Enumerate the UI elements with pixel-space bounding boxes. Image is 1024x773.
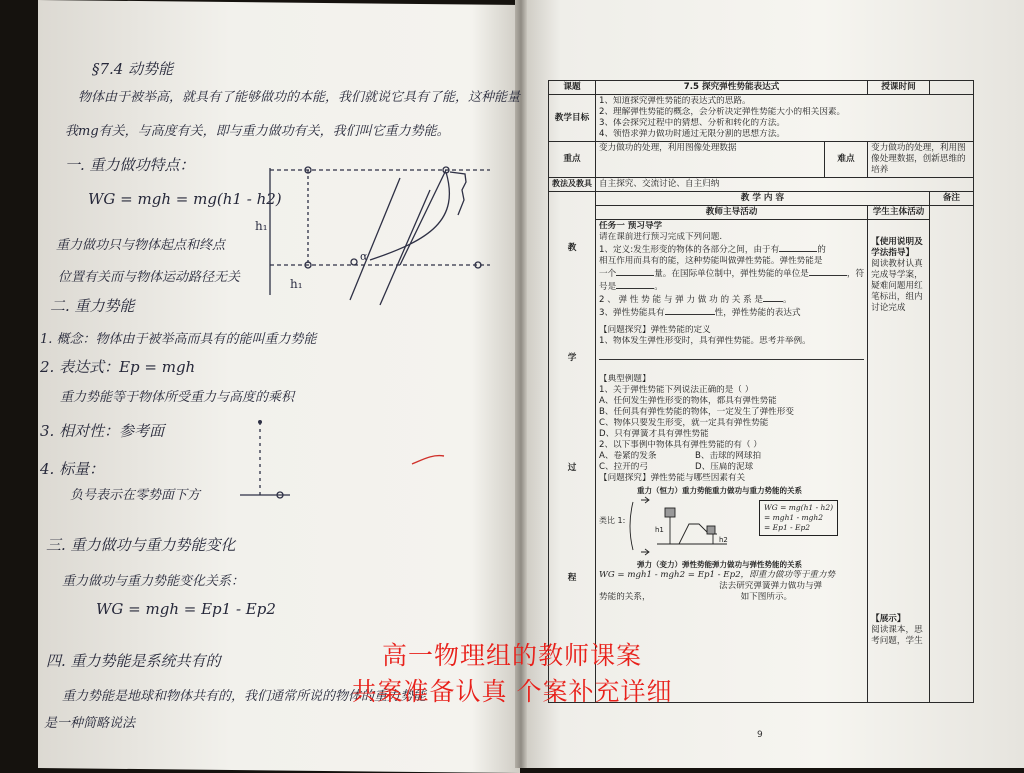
work-energy-box: WG = mg(h1 - h2) = mgh1 - mgh2 = Ep1 - Ep2	[759, 500, 838, 536]
note-line: 负号表示在零势面下方	[70, 488, 201, 503]
figure-diagram	[627, 496, 757, 558]
difficulty-label: 难点	[824, 142, 867, 178]
usage-text: 阅读教材认真完成导学案，疑难问题用红笔标出，组内讨论完成	[871, 259, 923, 313]
question-1-line: 1、定义:发生形变的物体的各部分之间，由于有 的	[599, 245, 826, 255]
question-3-line: 3、弹性势能具有 性，弹性势能的表达式	[599, 308, 801, 318]
reference-sketch	[230, 410, 310, 510]
answer-blank[interactable]	[665, 306, 715, 315]
note-line: 3. 相对性：参考面	[40, 422, 165, 440]
task-title: 任务一 预习导学	[599, 221, 663, 231]
show-text: 阅读课本，思考问题，学生	[871, 625, 923, 646]
question-1-line: 相互作用而具有的能，这种势能叫做弹性势能。弹性势能是	[599, 256, 823, 266]
sketch-label-h: h₁	[255, 219, 268, 233]
sketch-label-h1: h₁	[290, 277, 303, 291]
methods-label: 教法及教具	[549, 178, 596, 192]
process-label-char: 程	[567, 572, 577, 583]
topic-title: 7.5 探究弹性势能表达式	[596, 81, 868, 95]
note-line: 四. 重力势能是系统共有的	[46, 652, 221, 670]
analogy-label: 类比 1:	[599, 516, 626, 525]
caption-line-2: 共案准备认真 个案补充详细	[351, 677, 673, 706]
topic-label: 课题	[549, 81, 596, 95]
answer-blank[interactable]	[616, 267, 654, 276]
lesson-plan-table	[548, 80, 974, 703]
answer-blank[interactable]	[809, 267, 847, 276]
task-intro: 请在课前进行预习完成下列问题.	[599, 232, 723, 242]
final-text: 势能的关系， 如下图所示。	[599, 591, 793, 602]
height-sketch	[250, 160, 510, 310]
note-line: §7.4 动势能	[92, 60, 174, 78]
example-2-options: C、拉开的弓 D、压扁的泥球	[599, 462, 754, 472]
caption-line-1: 高一物理组的教师课案	[381, 641, 642, 670]
note-line: 我mg有关，与高度有关，即与重力做功有关，我们叫它重力势能。	[65, 124, 450, 139]
goal-item: 4、领悟求弹力做功时通过无限分割的思想方法。	[599, 129, 785, 139]
content-header: 教 学 内 容	[596, 192, 930, 206]
goal-item: 3、体会探究过程中的猜想、分析和转化的方法。	[599, 118, 785, 128]
answer-blank[interactable]	[763, 293, 783, 302]
probe2-title: 【问题探究】弹性势能与哪些因素有关	[599, 473, 746, 483]
process-label-char: 过	[567, 462, 577, 473]
figure-top-label: 重力（恒力）重力势能重力做功与重力势能的关系	[637, 486, 802, 495]
note-line: 重力做功只与物体起点和终点	[56, 238, 226, 253]
note-line: 2. 表达式：Ep = mgh	[40, 358, 196, 376]
note-line: 1. 概念：物体由于被举高而具有的能叫重力势能	[40, 332, 317, 347]
probe-title: 【问题探究】弹性势能的定义	[599, 325, 711, 335]
note-line: 二. 重力势能	[50, 297, 135, 315]
process-label-char: 学	[567, 352, 577, 363]
example-1-question: 1、关于弹性势能下列说法正确的是（ ）	[599, 385, 754, 395]
answer-blank[interactable]	[779, 243, 817, 252]
teacher-activity-content	[596, 220, 868, 703]
student-activity-content	[868, 220, 930, 703]
note-line: 重力势能是地球和物体共有的，我们通常所说的物体的重力势能	[62, 689, 427, 704]
final-text: 法去研究弹簧弹力做功与弹	[719, 580, 823, 591]
teacher-activity-header: 教师主导活动	[596, 206, 868, 220]
difficulty-text: 变力做功的处理，利用图像处理数据，创新思维的培养	[868, 142, 974, 178]
note-line: 三. 重力做功与重力势能变化	[46, 536, 236, 554]
question-1-line: 一个 量。在国际单位制中，弹性势能的单位是 ，符	[599, 269, 865, 279]
final-text: WG = mgh1 - mgh2 = Ep1 - Ep2，即重力做功等于重力势	[599, 569, 836, 580]
analogy-figure	[599, 486, 864, 558]
note-formula: WG = mgh = Ep1 - Ep2	[96, 600, 276, 618]
example-2-options: A、卷紧的发条 B、击球的网球拍	[599, 451, 762, 461]
red-pen-mark	[410, 450, 450, 470]
usage-title: 【使用说明及学法指导】	[871, 237, 923, 258]
examples-title: 【典型例题】	[599, 374, 651, 384]
answer-blank[interactable]	[616, 280, 654, 289]
question-2-line: 2 、 弹 性 势 能 与 弹 力 做 功 的 关 系 是 。	[599, 295, 792, 305]
note-line: 是一种简略说法	[44, 716, 136, 731]
note-line: 物体由于被举高，就具有了能够做功的本能，我们就说它具有了能，这种能量	[78, 90, 521, 105]
process-label-char: 教	[567, 242, 577, 253]
question-1-line: 号是 。	[599, 282, 663, 292]
student-activity-header: 学生主体活动	[868, 206, 930, 220]
process-column	[549, 192, 596, 703]
note-line: 一. 重力做功特点：	[65, 156, 195, 174]
key-point-label: 重点	[549, 142, 596, 178]
note-formula: WG = mgh = mg(h1 - h2)	[88, 190, 282, 208]
figure-bottom-label: 弹力（变力）弹性势能弹力做功与弹性势能的关系	[637, 560, 802, 569]
example-2-question: 2、以下事例中物体具有弹性势能的有（ ）	[599, 440, 762, 450]
goals-label: 教学目标	[549, 95, 596, 142]
goal-item: 2、理解弹性势能的概念，会分析决定弹性势能大小的相关因素。	[599, 107, 846, 117]
key-point-text: 变力做功的处理，利用图像处理数据	[596, 142, 825, 178]
page-number: 9	[757, 730, 763, 740]
show-title: 【展示】	[871, 614, 906, 624]
notes-column	[929, 206, 973, 703]
notes-header: 备注	[929, 192, 973, 206]
methods-text: 自主探究、交流讨论、自主归纳	[596, 178, 974, 192]
figure-h2-label: h2	[719, 536, 728, 544]
example-1-option: D、只有弹簧才具有弹性势能	[599, 429, 709, 439]
answer-line[interactable]	[599, 351, 864, 360]
class-time-label: 授课时间	[868, 81, 930, 95]
goal-item: 1、知道探究弹性势能的表达式的思路。	[599, 96, 751, 106]
figure-h1-label: h1	[655, 526, 664, 534]
example-1-option: B、任何具有弹性势能的物体，一定发生了弹性形变	[599, 407, 794, 417]
note-line: 位置有关而与物体运动路径无关	[58, 270, 241, 285]
example-1-option: C、物体只要发生形变，就一定具有弹性势能	[599, 418, 769, 428]
goals-list	[596, 95, 974, 142]
class-time-value	[929, 81, 973, 95]
note-line: 4. 标量：	[40, 460, 105, 478]
probe-text: 1、物体发生弹性形变时，具有弹性势能。思考并举例。	[599, 336, 811, 346]
example-1-option: A、任何发生弹性形变的物体，都具有弹性势能	[599, 396, 777, 406]
sketch-label-alpha: α	[360, 250, 368, 263]
note-line: 重力做功与重力势能变化关系：	[62, 574, 245, 589]
note-line: 重力势能等于物体所受重力与高度的乘积	[60, 390, 295, 405]
